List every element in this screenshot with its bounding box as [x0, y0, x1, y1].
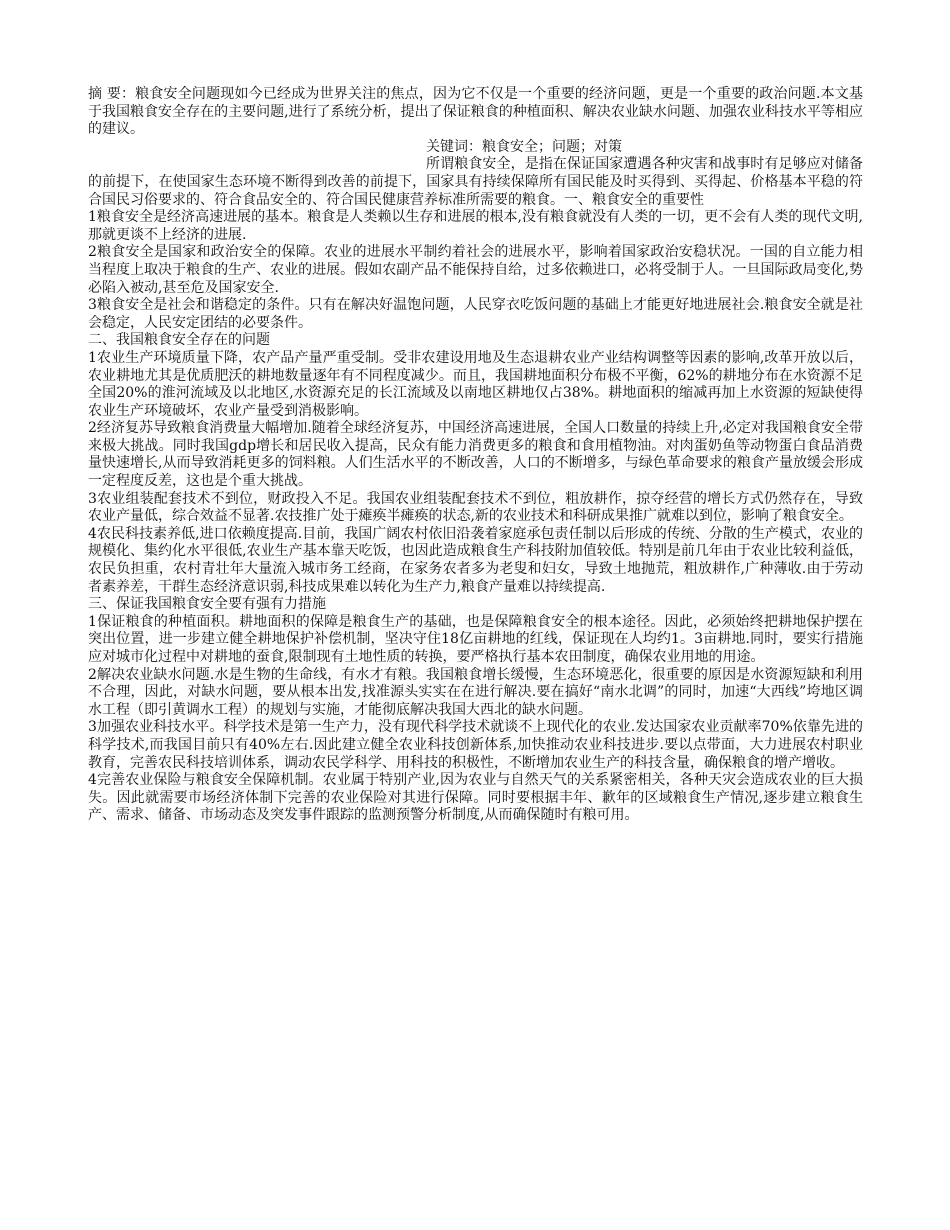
section2-item-4: 4农民科技素养低,进口依赖度提高.目前，我国广阔农村依旧沿袭着家庭承包责任制以后形成的传统、分散的生产模式，农业的规模化、集约化水平很低,农业生产基本靠天吃饭，也因此造成粮食生产科技附加值较低。特别是前几年由于农业比较利益低，农民负担重，农村青壮年大量流入城市务工经商，在家务农者多为老叟和妇女，导致土地抛荒，粗放耕作,广种薄收.由于劳动者素养差，干群生态经济意识弱,科技成果难以转化为生产力,粮食产量难以持续提高.: [88, 525, 863, 595]
section2-item-1: 1农业生产环境质量下降，农产品产量严重受制。受非农建设用地及生态退耕农业产业结构调整等因素的影响,改革开放以后，农业耕地尤其是优质肥沃的耕地数量逐年有不同程度减少。而且，我国耕地面积分布极不平衡，62%的耕地分布在水资源不足全国20%的淮河流域及以北地区,水资源充足的长江流域及以南地区耕地仅占38%。耕地面积的缩减再加上水资源的短缺使得农业生产环境破坏，农业产量受到消极影响。: [88, 349, 863, 419]
section2-heading: 二、我国粮食安全存在的问题: [88, 332, 270, 349]
section3-item-2: 2解决农业缺水问题.水是生物的生命线，有水才有粮。我国粮食增长缓慢，生态环境恶化，很重要的原因是水资源短缺和利用不合理，因此，对缺水问题，要从根本出发,找准源头实实在在进行解决.要在搞好“南水北调”的同时，加速“大西线”垮地区调水工程（即引黄调水工程）的规划与实施，才能彻底解决我国大西北的缺水问题。: [88, 666, 863, 718]
section3-heading: 三、保证我国粮食安全要有强有力措施: [88, 596, 326, 613]
section1-item-1: 1粮食安全是经济高速进展的基本。粮食是人类赖以生存和进展的根本,没有粮食就没有人类的一切，更不会有人类的现代文明,那就更谈不上经济的进展.: [88, 209, 863, 243]
section3-item-3: 3加强农业科技水平。科学技术是第一生产力，没有现代科学技术就谈不上现代化的农业.发达国家农业贡献率70%依靠先进的科学技术,而我国目前只有40%左右.因此建立健全农业科技创新体系,加快推动农业科技进步.要以点带面，大力进展农村职业教育，完善农民科技培训体系，调动农民学科学、用科技的积极性，不断增加农业生产的科技含量，确保粮食的增产增收。: [88, 719, 863, 771]
keywords-line: 关键词：粮食安全；问题；对策: [426, 138, 622, 155]
section3-item-1: 1保证粮食的种植面积。耕地面积的保障是粮食生产的基础，也是保障粮食安全的根本途径。因此，必须始终把耕地保护摆在突出位置，进一步建立健全耕地保护补偿机制，坚决守住18亿亩耕地的红线，保证现在人均约1。3亩耕地.同时，要实行措施应对城市化过程中对耕地的蚕食,限制现有土地性质的转换，要严格执行基本农田制度，确保农业用地的用途。: [88, 613, 863, 665]
section1-item-3: 3粮食安全是社会和谐稳定的条件。只有在解决好温饱问题，人民穿衣吃饭问题的基础上才能更好地进展社会.粮食安全就是社会稳定，人民安定团结的必要条件。: [88, 297, 863, 331]
section3-item-4: 4完善农业保险与粮食安全保障机制。农业属于特别产业,因为农业与自然天气的关系紧密相关，各种天灾会造成农业的巨大损失。因此就需要市场经济体制下完善的农业保险对其进行保障。同时要根据丰年、歉年的区域粮食生产情况,逐步建立粮食生产、需求、储备、市场动态及突发事件跟踪的监测预警分析制度,从而确保随时有粮可用。: [88, 772, 863, 824]
document-body: [88, 86, 863, 825]
abstract-paragraph: 摘 要：粮食安全问题现如今已经成为世界关注的焦点，因为它不仅是一个重要的经济问题，更是一个重要的政治问题.本文基于我国粮食安全存在的主要问题,进行了系统分析，提出了保证粮食的种植面积、解决农业缺水问题、加强农业科技水平等相应的建议。: [88, 86, 863, 138]
section1-item-2: 2粮食安全是国家和政治安全的保障。农业的进展水平制约着社会的进展水平，影响着国家政治安稳状况。一国的自立能力相当程度上取决于粮食的生产、农业的进展。假如农副产品不能保持自给，过多依赖进口，必将受制于人。一旦国际政局变化,势必陷入被动,甚至危及国家安全.: [88, 244, 863, 296]
definition-paragraph: 所谓粮食安全，是指在保证国家遭遇各种灾害和战事时有足够应对储备的前提下，在使国家生态环境不断得到改善的前提下，国家具有持续保障所有国民能及时买得到、买得起、价格基本平稳的符合国民习俗要求的、符合食品安全的、符合国民健康营养标准所需要的粮食。一、粮食安全的重要性: [88, 156, 863, 208]
section2-item-3: 3农业组装配套技术不到位，财政投入不足。我国农业组装配套技术不到位，粗放耕作，掠夺经营的增长方式仍然存在，导致农业产量低，综合效益不显著.农技推广处于瘫痪半瘫痪的状态,新的农业技术和科研成果推广就难以到位，影响了粮食安全。: [88, 490, 863, 525]
section2-item-2: 2经济复苏导致粮食消费量大幅增加.随着全球经济复苏，中国经济高速进展，全国人口数量的持续上升,必定对我国粮食安全带来极大挑战。同时我国gdp增长和居民收入提高，民众有能力消费更多的粮食和食用植物油。对肉蛋奶鱼等动物蛋白食品消费量快速增长,从而导致消耗更多的饲料粮。人们生活水平的不断改善，人口的不断增多，与绿色革命要求的粮食产量放缓会形成一定程度反差，这也是个重大挑战。: [88, 420, 863, 490]
